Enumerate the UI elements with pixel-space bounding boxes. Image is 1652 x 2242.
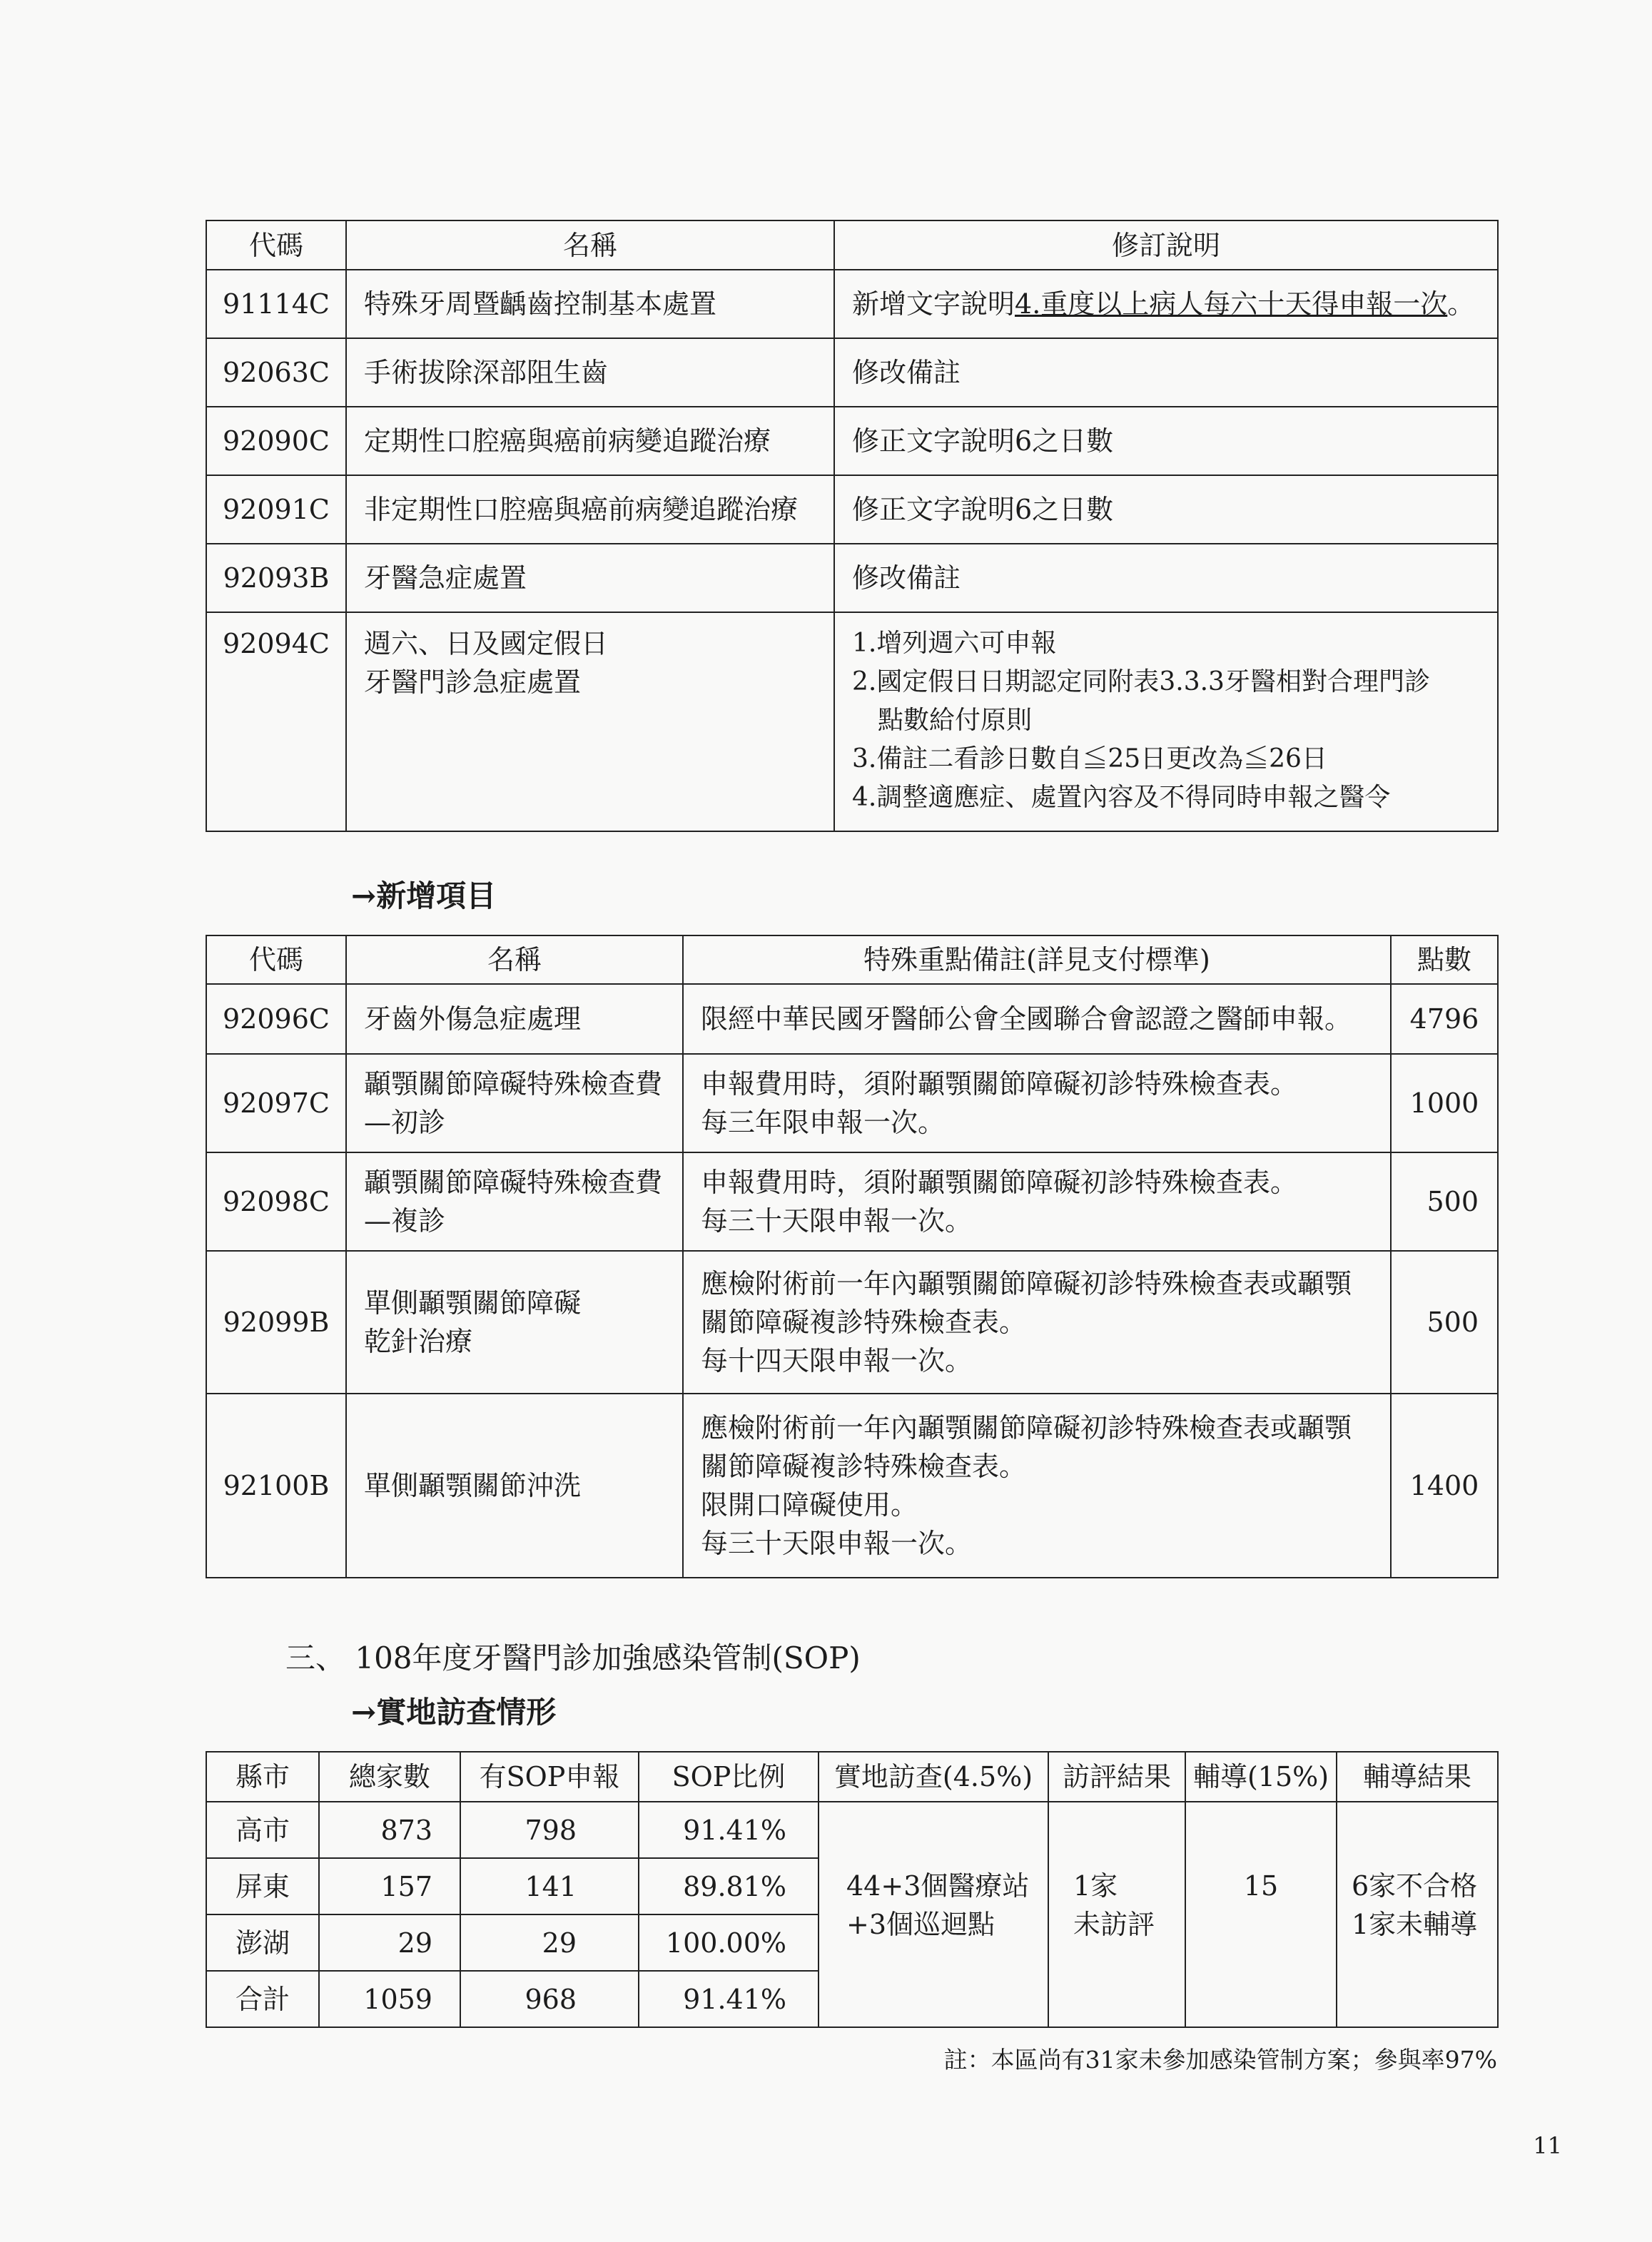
table-header-row bbox=[206, 935, 1498, 984]
total-cell: 873 bbox=[319, 1802, 460, 1858]
code-cell: 92100B bbox=[206, 1394, 346, 1578]
name-line: 牙醫門診急症處置 bbox=[364, 666, 582, 698]
code-cell: 92096C bbox=[206, 984, 346, 1054]
note-line: 應檢附術前一年內顳顎關節障礙初診特殊檢查表或顳顎 bbox=[701, 1268, 1352, 1299]
name-cell: 單側顳顎關節沖洗 bbox=[346, 1394, 683, 1578]
header-visit-result: 訪評結果 bbox=[1048, 1752, 1185, 1802]
site-visit-line: +3個巡迴點 bbox=[846, 1909, 995, 1940]
note-line: 申報費用時，須附顳顎關節障礙初診特殊檢查表。 bbox=[701, 1068, 1298, 1100]
note-line: 關節障礙複診特殊檢查表。 bbox=[701, 1451, 1027, 1482]
code-cell: 91114C bbox=[206, 270, 346, 338]
revision-line: 1.增列週六可申報 bbox=[852, 629, 1057, 658]
points-cell: 4796 bbox=[1391, 984, 1498, 1054]
city-cell: 屏東 bbox=[206, 1858, 319, 1914]
sop-cell: 968 bbox=[460, 1971, 639, 2027]
revision-cell: 修改備註 bbox=[834, 544, 1498, 612]
note-cell bbox=[683, 1394, 1391, 1578]
header-guidance: 輔導(15%) bbox=[1185, 1752, 1337, 1802]
code-cell: 92099B bbox=[206, 1251, 346, 1394]
header-total: 總家數 bbox=[319, 1752, 460, 1802]
name-cell bbox=[346, 1152, 683, 1251]
revision-line: 2.國定假日日期認定同附表3.3.3牙醫相對合理門診 bbox=[852, 667, 1430, 696]
code-cell: 92094C bbox=[206, 612, 346, 831]
note-line: 限開口障礙使用。 bbox=[701, 1489, 918, 1521]
ratio-cell: 100.00% bbox=[639, 1914, 819, 1971]
code-cell: 92097C bbox=[206, 1054, 346, 1152]
section-heading-site-visit: →實地訪查情形 bbox=[351, 1695, 557, 1730]
visit-result-line: 未訪評 bbox=[1073, 1909, 1155, 1940]
footnote: 註：本區尚有31家未參加感染管制方案；參與率97% bbox=[943, 2046, 1497, 2074]
table-row bbox=[206, 612, 1498, 831]
revision-line: 4.調整適應症、處置內容及不得同時申報之醫令 bbox=[852, 783, 1391, 812]
table-row bbox=[206, 1802, 1498, 1858]
header-points: 點數 bbox=[1391, 935, 1498, 984]
note-cell: 限經中華民國牙醫師公會全國聯合會認證之醫師申報。 bbox=[683, 984, 1391, 1054]
name-line: 單側顳顎關節障礙 bbox=[364, 1287, 582, 1319]
points-cell: 500 bbox=[1391, 1251, 1498, 1394]
revision-suffix: 。 bbox=[1447, 288, 1475, 320]
revision-cell: 修正文字說明6之日數 bbox=[834, 475, 1498, 544]
total-cell: 157 bbox=[319, 1858, 460, 1914]
name-line: 週六、日及國定假日 bbox=[364, 628, 609, 659]
note-line: 關節障礙複診特殊檢查表。 bbox=[701, 1307, 1027, 1338]
revision-underlined-text: 4.重度以上病人每六十天得申報一次 bbox=[1015, 288, 1448, 320]
points-cell: 1000 bbox=[1391, 1054, 1498, 1152]
name-line: —初診 bbox=[364, 1107, 446, 1138]
name-cell: 定期性口腔癌與癌前病變追蹤治療 bbox=[346, 407, 834, 475]
header-sop-report: 有SOP申報 bbox=[460, 1752, 639, 1802]
city-cell: 澎湖 bbox=[206, 1914, 319, 1971]
code-cell: 92093B bbox=[206, 544, 346, 612]
table-row bbox=[206, 1152, 1498, 1251]
new-items-table bbox=[206, 935, 1499, 1578]
visit-result-line: 1家 bbox=[1073, 1870, 1118, 1902]
header-sop-ratio: SOP比例 bbox=[639, 1752, 819, 1802]
header-guidance-result: 輔導結果 bbox=[1337, 1752, 1498, 1802]
code-cell: 92091C bbox=[206, 475, 346, 544]
code-cell: 92098C bbox=[206, 1152, 346, 1251]
city-cell: 高市 bbox=[206, 1802, 319, 1858]
note-cell bbox=[683, 1054, 1391, 1152]
note-line: 每三年限申報一次。 bbox=[701, 1107, 946, 1138]
name-cell bbox=[346, 612, 834, 831]
name-cell: 牙醫急症處置 bbox=[346, 544, 834, 612]
code-cell: 92063C bbox=[206, 338, 346, 407]
name-cell: 特殊牙周暨齲齒控制基本處置 bbox=[346, 270, 834, 338]
header-revision: 修訂說明 bbox=[834, 220, 1498, 270]
guidance-result-cell bbox=[1337, 1802, 1498, 2027]
header-code: 代碼 bbox=[206, 220, 346, 270]
ratio-cell: 89.81% bbox=[639, 1858, 819, 1914]
name-cell bbox=[346, 1251, 683, 1394]
table-row bbox=[206, 1251, 1498, 1394]
revision-cell bbox=[834, 612, 1498, 831]
note-line: 申報費用時，須附顳顎關節障礙初診特殊檢查表。 bbox=[701, 1167, 1298, 1198]
table-row bbox=[206, 475, 1498, 544]
sop-cell: 798 bbox=[460, 1802, 639, 1858]
site-visit-cell bbox=[819, 1802, 1048, 2027]
ratio-cell: 91.41% bbox=[639, 1971, 819, 2027]
total-cell: 29 bbox=[319, 1914, 460, 1971]
table-row bbox=[206, 544, 1498, 612]
revision-cell: 修改備註 bbox=[834, 338, 1498, 407]
table-row bbox=[206, 407, 1498, 475]
header-site-visit: 實地訪查(4.5%) bbox=[819, 1752, 1048, 1802]
page-number: 11 bbox=[1533, 2132, 1562, 2159]
revision-line: 3.備註二看診日數自≦25日更改為≦26日 bbox=[852, 744, 1327, 773]
section-three-title: 三、 108年度牙醫門診加強感染管制(SOP) bbox=[285, 1640, 861, 1675]
table-row bbox=[206, 1054, 1498, 1152]
infection-control-table bbox=[206, 1751, 1499, 2028]
note-line: 應檢附術前一年內顳顎關節障礙初診特殊檢查表或顳顎 bbox=[701, 1412, 1352, 1444]
name-line: —複診 bbox=[364, 1205, 446, 1237]
table-row bbox=[206, 338, 1498, 407]
revision-table bbox=[206, 220, 1499, 832]
revision-line: 點數給付原則 bbox=[878, 706, 1033, 735]
header-name: 名稱 bbox=[346, 935, 683, 984]
name-cell: 手術拔除深部阻生齒 bbox=[346, 338, 834, 407]
section-heading-new-items: →新增項目 bbox=[351, 878, 497, 913]
table-header-row bbox=[206, 1752, 1498, 1802]
note-line: 每十四天限申報一次。 bbox=[701, 1345, 973, 1376]
name-line: 顳顎關節障礙特殊檢查費 bbox=[364, 1167, 663, 1198]
city-cell: 合計 bbox=[206, 1971, 319, 2027]
guidance-result-line: 1家未輔導 bbox=[1352, 1909, 1478, 1940]
header-code: 代碼 bbox=[206, 935, 346, 984]
visit-result-cell bbox=[1048, 1802, 1185, 2027]
name-line: 顳顎關節障礙特殊檢查費 bbox=[364, 1068, 663, 1100]
table-row bbox=[206, 270, 1498, 338]
table-row bbox=[206, 1394, 1498, 1578]
header-name: 名稱 bbox=[346, 220, 834, 270]
header-city: 縣市 bbox=[206, 1752, 319, 1802]
table-row bbox=[206, 984, 1498, 1054]
revision-cell bbox=[834, 270, 1498, 338]
name-cell bbox=[346, 1054, 683, 1152]
note-line: 每三十天限申報一次。 bbox=[701, 1205, 973, 1237]
total-cell: 1059 bbox=[319, 1971, 460, 2027]
points-cell: 500 bbox=[1391, 1152, 1498, 1251]
guidance-cell: 15 bbox=[1185, 1802, 1337, 2027]
note-cell bbox=[683, 1251, 1391, 1394]
name-cell: 牙齒外傷急症處理 bbox=[346, 984, 683, 1054]
site-visit-line: 44+3個醫療站 bbox=[846, 1870, 1030, 1902]
name-cell: 非定期性口腔癌與癌前病變追蹤治療 bbox=[346, 475, 834, 544]
revision-cell: 修正文字說明6之日數 bbox=[834, 407, 1498, 475]
code-cell: 92090C bbox=[206, 407, 346, 475]
ratio-cell: 91.41% bbox=[639, 1802, 819, 1858]
points-cell: 1400 bbox=[1391, 1394, 1498, 1578]
note-line: 每三十天限申報一次。 bbox=[701, 1528, 973, 1559]
revision-text: 新增文字說明 bbox=[852, 288, 1015, 320]
note-cell bbox=[683, 1152, 1391, 1251]
sop-cell: 29 bbox=[460, 1914, 639, 1971]
name-line: 乾針治療 bbox=[364, 1326, 473, 1357]
header-note: 特殊重點備註(詳見支付標準) bbox=[683, 935, 1391, 984]
guidance-result-line: 6家不合格 bbox=[1352, 1870, 1478, 1902]
sop-cell: 141 bbox=[460, 1858, 639, 1914]
table-header-row bbox=[206, 220, 1498, 270]
